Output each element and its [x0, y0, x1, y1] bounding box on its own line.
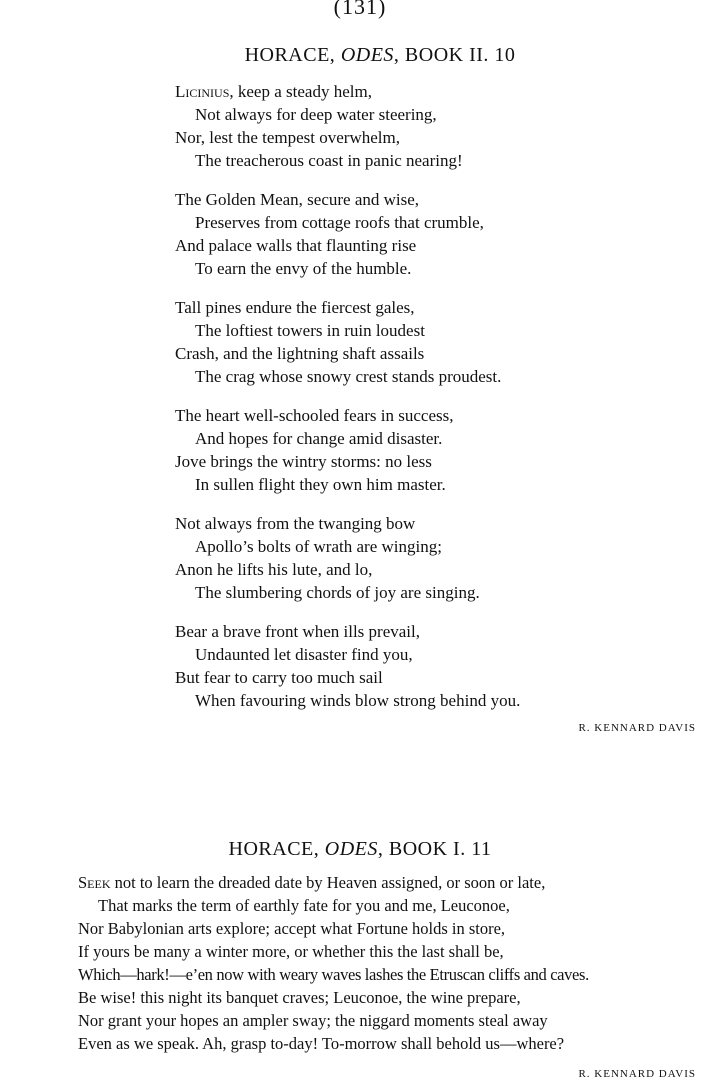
poem-line: Nor Babylonian arts explore; accept what Fortune holds in store,: [78, 919, 506, 938]
poem-line: Not always for deep water steering,: [195, 105, 437, 124]
poem-line: The Golden Mean, secure and wise,: [175, 190, 420, 209]
poem-1-first-line-rest: , keep a steady helm,: [229, 82, 372, 101]
poem-2-attribution: R. KENNARD DAVIS: [578, 1068, 696, 1080]
poem-line: Bear a brave front when ills prevail,: [175, 622, 420, 641]
poem-2-title-suffix: , BOOK I. 11: [377, 838, 492, 860]
stanza: [175, 512, 520, 604]
poem-line: And hopes for change amid disaster.: [195, 429, 443, 448]
poem-line: The slumbering chords of joy are singing.: [195, 583, 480, 602]
poem-line: [78, 871, 589, 894]
poem-line: Apollo’s bolts of wrath are winging;: [195, 537, 442, 556]
poem-1-title-prefix: HORACE,: [244, 44, 341, 66]
stanza: [175, 296, 520, 388]
poem-line: Nor grant your hopes an ampler sway; the niggard moments steal away: [78, 1011, 548, 1030]
poem-2-title: [0, 838, 720, 861]
stanza: [175, 80, 520, 172]
stanza: [175, 404, 520, 496]
poem-2-first-word: Seek: [78, 873, 111, 892]
page-number: (131): [333, 0, 387, 19]
stanza: [175, 188, 520, 280]
poem-line: The heart well-schooled fears in success,: [175, 406, 454, 425]
poem-line: Jove brings the wintry storms: no less: [175, 452, 432, 471]
poem-1-title-italic: ODES: [340, 44, 394, 66]
poem-line: But fear to carry too much sail: [175, 668, 383, 687]
poem-line: Even as we speak. Ah, grasp to-day! To-morrow shall behold us—where?: [78, 1034, 565, 1053]
poem-line: To earn the envy of the humble.: [195, 259, 412, 278]
stanza: [175, 620, 520, 712]
poem-2-first-line-rest: not to learn the dreaded date by Heaven assigned, or soon or late,: [110, 873, 546, 892]
poem-1-attribution: R. KENNARD DAVIS: [578, 722, 696, 734]
poem-line: The treacherous coast in panic nearing!: [195, 151, 463, 170]
poem-2-title-prefix: HORACE,: [228, 838, 325, 860]
poem-line: Undaunted let disaster find you,: [195, 645, 413, 664]
poem-1-title: [20, 44, 720, 67]
poem-line: Anon he lifts his lute, and lo,: [175, 560, 373, 579]
poem-line: The crag whose snowy crest stands proudest.: [195, 367, 502, 386]
poem-1-body: [175, 80, 520, 728]
poem-line: In sullen flight they own him master.: [195, 475, 446, 494]
poem-2-title-italic: ODES: [324, 838, 378, 860]
poem-line: The loftiest towers in ruin loudest: [195, 321, 425, 340]
poem-line: Crash, and the lightning shaft assails: [175, 344, 425, 363]
poem-line: Nor, lest the tempest overwhelm,: [175, 128, 400, 147]
poem-1-title-suffix: , BOOK II. 10: [393, 44, 516, 66]
poem-line: And palace walls that flaunting rise: [175, 236, 417, 255]
poem-line: When favouring winds blow strong behind you.: [195, 691, 521, 710]
poem-line: Tall pines endure the fiercest gales,: [175, 298, 415, 317]
poem-1-first-word: Licinius: [175, 82, 230, 101]
poem-line: Not always from the twanging bow: [175, 514, 416, 533]
poem-line: Preserves from cottage roofs that crumble,: [195, 213, 484, 232]
poem-line: That marks the term of earthly fate for you and me, Leuconoe,: [98, 896, 510, 915]
poem-line: If yours be many a winter more, or whether this the last shall be,: [78, 942, 504, 961]
poem-line: [175, 80, 520, 103]
poem-line: Which—hark!—e’en now with weary waves lashes the Etruscan cliffs and caves.: [78, 965, 589, 984]
poem-line: Be wise! this night its banquet craves; Leuconoe, the wine prepare,: [78, 988, 521, 1007]
poem-2-body: [78, 871, 589, 1055]
